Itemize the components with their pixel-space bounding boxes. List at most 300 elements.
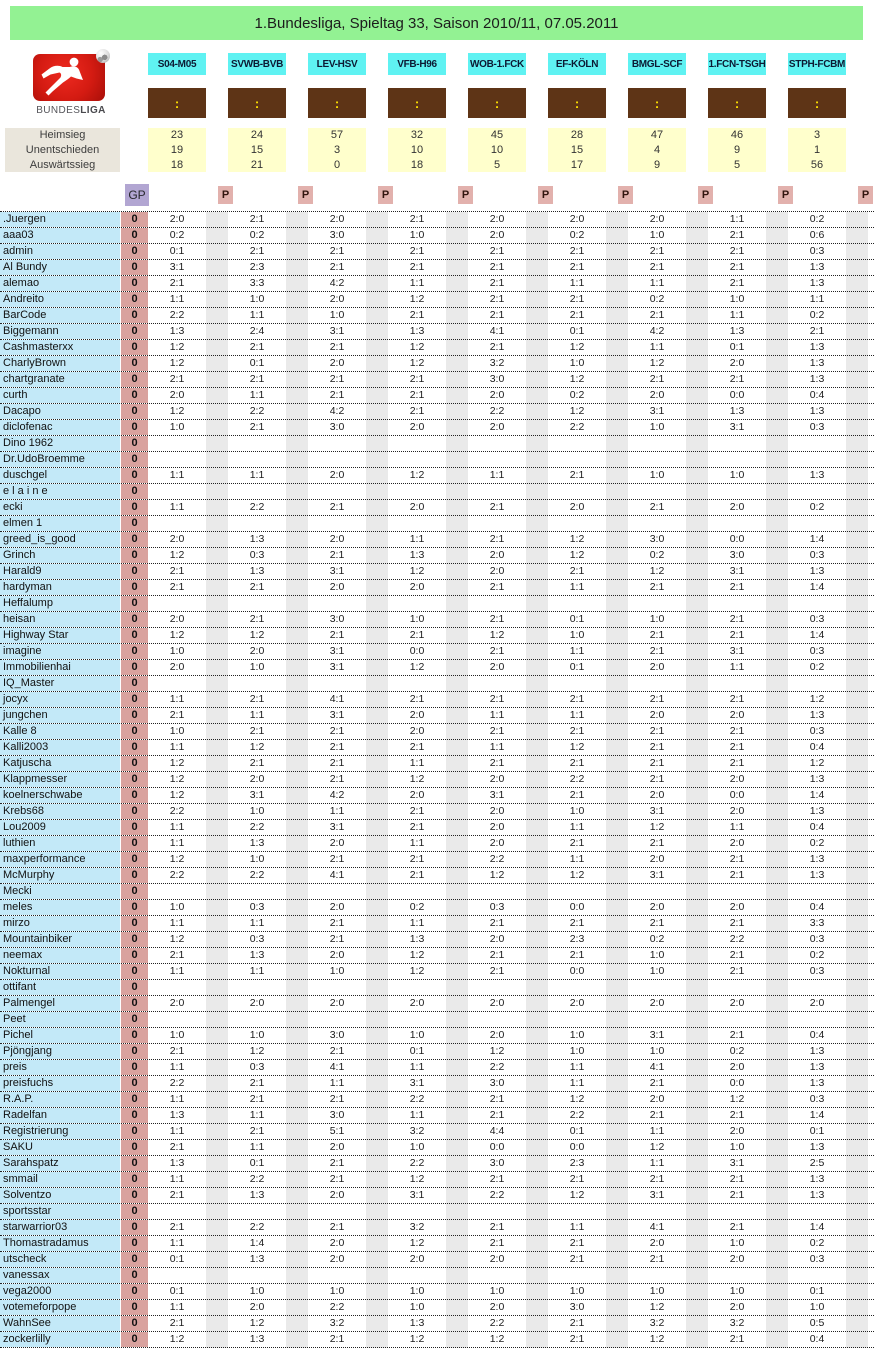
username-cell: Sarahspatz (0, 1156, 120, 1171)
table-row (0, 356, 874, 372)
tip-cell: 0:3 (809, 645, 825, 657)
table-row (0, 404, 874, 420)
gp-cell: 0 (121, 468, 148, 483)
table-row (0, 1236, 874, 1252)
tip-cell: 0:0 (729, 1077, 745, 1089)
tip-cell: 1:1 (249, 469, 265, 481)
tip-cell: 2:0 (489, 389, 505, 401)
tip-cell: 2:1 (649, 1077, 665, 1089)
tip-cell (388, 452, 446, 467)
tip-cell: 2:1 (729, 741, 745, 753)
tip-cell: 3:0 (489, 1077, 505, 1089)
tip-cell: 1:0 (409, 229, 425, 241)
tip-cell: 1:3 (809, 1141, 825, 1153)
tip-cell: 0:2 (809, 309, 825, 321)
username-cell: koelnerschwabe (0, 788, 120, 803)
p-button[interactable]: P (458, 186, 473, 204)
tip-cell: 2:1 (649, 581, 665, 593)
tip-cell: 1:0 (729, 293, 745, 305)
tip-cell: 3:1 (169, 261, 185, 273)
stat-value-unentschieden: 19 (170, 143, 184, 156)
tip-cell (468, 884, 526, 899)
table-row (0, 420, 874, 436)
tip-cell: 2:1 (569, 789, 585, 801)
gp-cell: 0 (121, 292, 148, 307)
match-label: WOB-1.FCK (470, 58, 524, 70)
tip-cell: 2:1 (649, 245, 665, 257)
tip-cell (228, 436, 286, 451)
tip-cell: 2:1 (729, 693, 745, 705)
tip-cell: 2:1 (409, 693, 425, 705)
tip-cell (308, 884, 366, 899)
score-input[interactable]: : (228, 88, 286, 118)
p-button[interactable]: P (618, 186, 633, 204)
username-cell: Harald9 (0, 564, 120, 579)
tip-cell: 2:1 (329, 549, 345, 561)
username-cell: Andreito (0, 292, 120, 307)
username-cell: duschgel (0, 468, 120, 483)
gp-cell: 0 (121, 660, 148, 675)
tip-cell (548, 596, 606, 611)
tip-cell: 2:1 (649, 501, 665, 513)
tip-cell: 2:0 (249, 773, 265, 785)
table-row (0, 1156, 874, 1172)
tip-cell: 2:0 (249, 645, 265, 657)
gp-cell: 0 (121, 548, 148, 563)
tip-cell: 0:2 (409, 901, 425, 913)
tip-cell (308, 516, 366, 531)
gp-cell: 0 (121, 628, 148, 643)
tip-cell (148, 1268, 206, 1283)
p-button[interactable]: P (698, 186, 713, 204)
tip-cell: 2:1 (169, 565, 185, 577)
tip-cell: 1:2 (409, 949, 425, 961)
tip-cell: 1:3 (169, 1157, 185, 1169)
score-input[interactable]: : (468, 88, 526, 118)
tip-cell: 1:3 (809, 357, 825, 369)
stat-value-unentschieden: 15 (250, 143, 264, 156)
gp-cell: 0 (121, 1092, 148, 1107)
username-cell: vega2000 (0, 1284, 120, 1299)
tip-cell: 1:2 (249, 1045, 265, 1057)
table-row (0, 1316, 874, 1332)
tip-cell: 2:1 (729, 1333, 745, 1345)
tip-cell: 1:2 (409, 1333, 425, 1345)
tip-cell: 2:1 (489, 341, 505, 353)
tip-cell (548, 516, 606, 531)
tip-cell (708, 484, 766, 499)
tip-cell: 2:1 (329, 341, 345, 353)
username-cell: meles (0, 900, 120, 915)
tip-cell: 2:1 (249, 581, 265, 593)
tip-cell: 1:2 (409, 293, 425, 305)
tip-cell: 1:1 (169, 1237, 185, 1249)
tip-cell: 2:2 (169, 309, 185, 321)
tip-cell: 4:1 (329, 1061, 345, 1073)
tip-cell: 2:1 (649, 1253, 665, 1265)
tip-cell: 1:3 (809, 469, 825, 481)
match-label: EF-KÖLN (555, 58, 599, 70)
tip-cell (468, 516, 526, 531)
tip-cell (148, 980, 206, 995)
tip-cell (788, 436, 846, 451)
tip-cell: 0:2 (649, 549, 665, 561)
tip-cell: 2:1 (569, 693, 585, 705)
tip-cell (468, 980, 526, 995)
tip-cell: 2:1 (489, 1221, 505, 1233)
score-input[interactable]: : (708, 88, 766, 118)
tip-cell: 2:0 (169, 661, 185, 673)
tip-cell: 1:0 (809, 1301, 825, 1313)
gp-cell: 0 (121, 388, 148, 403)
tip-cell: 2:0 (169, 613, 185, 625)
table-row (0, 756, 874, 772)
tip-cell: 2:1 (409, 629, 425, 641)
username-cell: diclofenac (0, 420, 120, 435)
score-input[interactable]: : (148, 88, 206, 118)
username-cell: jocyx (0, 692, 120, 707)
tip-cell: 2:2 (169, 869, 185, 881)
username-cell: Highway Star (0, 628, 120, 643)
tip-cell: 1:2 (409, 1237, 425, 1249)
username-cell: Immobilienhai (0, 660, 120, 675)
table-row (0, 228, 874, 244)
username-cell: Grinch (0, 548, 120, 563)
stat-value-heimsieg: 45 (490, 129, 504, 142)
tip-cell: 2:0 (649, 853, 665, 865)
username-cell: Registrierung (0, 1124, 120, 1139)
table-row (0, 724, 874, 740)
username-cell: Al Bundy (0, 260, 120, 275)
tip-cell: 1:4 (809, 533, 825, 545)
username-cell: Katjuscha (0, 756, 120, 771)
tip-cell: 2:1 (169, 1221, 185, 1233)
tip-cell: 1:1 (169, 693, 185, 705)
gp-cell: 0 (121, 276, 148, 291)
p-button[interactable]: P (778, 186, 793, 204)
username-cell: WahnSee (0, 1316, 120, 1331)
tip-cell: 2:1 (169, 581, 185, 593)
table-row (0, 708, 874, 724)
tip-cell: 2:1 (489, 917, 505, 929)
tip-cell: 0:3 (809, 1093, 825, 1105)
tip-cell: 1:2 (569, 341, 585, 353)
gp-cell: 0 (121, 340, 148, 355)
tip-cell: 2:1 (569, 1237, 585, 1249)
tip-cell: 2:1 (249, 613, 265, 625)
tip-cell: 0:1 (569, 325, 585, 337)
tip-cell: 2:1 (569, 469, 585, 481)
tip-cell: 0:2 (649, 933, 665, 945)
gp-cell: 0 (121, 1108, 148, 1123)
tip-cell (708, 596, 766, 611)
table-row (0, 996, 874, 1012)
tip-cell: 0:1 (249, 357, 265, 369)
table-row (0, 900, 874, 916)
stat-label-heimsieg: Heimsieg (39, 129, 86, 142)
tip-cell (628, 596, 686, 611)
score-input[interactable]: : (788, 88, 846, 118)
tip-cell: 2:1 (569, 293, 585, 305)
page-title: 1.Bundesliga, Spieltag 33, Saison 2010/11, 07.05.2011 (10, 6, 863, 40)
tip-cell: 2:1 (489, 501, 505, 513)
gp-cell: 0 (121, 228, 148, 243)
tip-cell: 2:0 (489, 837, 505, 849)
tip-cell: 2:2 (489, 405, 505, 417)
tip-cell: 1:2 (649, 565, 665, 577)
tip-cell: 1:0 (649, 229, 665, 241)
tip-cell (228, 1012, 286, 1027)
username-cell: votemeforpope (0, 1300, 120, 1315)
tip-cell: 2:1 (729, 373, 745, 385)
tip-cell: 2:0 (569, 501, 585, 513)
tip-cell: 2:1 (329, 389, 345, 401)
tip-cell: 3:1 (649, 1029, 665, 1041)
tip-cell: 2:0 (729, 997, 745, 1009)
table-row (0, 1092, 874, 1108)
tip-cell: 2:0 (809, 997, 825, 1009)
match-stats (708, 128, 766, 172)
tip-cell: 1:3 (809, 341, 825, 353)
table-row (0, 1252, 874, 1268)
tip-cell: 1:2 (169, 405, 185, 417)
table-row (0, 980, 874, 996)
tip-cell: 1:0 (329, 309, 345, 321)
tip-cell: 2:0 (569, 213, 585, 225)
table-row (0, 948, 874, 964)
match-stats (228, 128, 286, 172)
tip-cell: 2:1 (169, 373, 185, 385)
tip-cell: 2:2 (249, 1173, 265, 1185)
tip-cell (548, 484, 606, 499)
tip-cell: 0:2 (169, 229, 185, 241)
tip-cell: 2:0 (409, 709, 425, 721)
tip-cell: 2:2 (169, 805, 185, 817)
score-input[interactable]: : (628, 88, 686, 118)
tip-cell: 0:3 (809, 965, 825, 977)
username-cell: smmail (0, 1172, 120, 1187)
match-label: LEV-HSV (316, 58, 358, 70)
stat-value-unentschieden: 15 (570, 143, 584, 156)
tip-cell: 2:1 (569, 565, 585, 577)
tip-cell: 2:1 (489, 965, 505, 977)
tip-cell: 2:0 (649, 789, 665, 801)
username-cell: maxperformance (0, 852, 120, 867)
tip-cell: 1:3 (729, 325, 745, 337)
tip-cell: 2:0 (329, 357, 345, 369)
score-input[interactable]: : (388, 88, 446, 118)
tip-cell: 3:2 (729, 1317, 745, 1329)
score-input[interactable]: : (308, 88, 366, 118)
tip-cell: 0:1 (569, 1125, 585, 1137)
tip-cell: 2:1 (329, 725, 345, 737)
tip-cell: 2:0 (649, 389, 665, 401)
username-cell: Solventzo (0, 1188, 120, 1203)
gp-cell: 0 (121, 1316, 148, 1331)
match-stats (628, 128, 686, 172)
tip-cell: 2:0 (169, 389, 185, 401)
username-cell: elmen 1 (0, 516, 120, 531)
table-row (0, 1332, 874, 1348)
tip-cell: 1:3 (249, 533, 265, 545)
tip-cell: 1:2 (409, 661, 425, 673)
tip-cell: 3:2 (329, 1317, 345, 1329)
tip-cell: 0:0 (569, 965, 585, 977)
gp-cell: 0 (121, 676, 148, 691)
tip-cell: 3:2 (409, 1221, 425, 1233)
tip-cell: 2:0 (729, 837, 745, 849)
tip-cell: 2:1 (649, 725, 665, 737)
tip-cell (388, 676, 446, 691)
tip-cell: 1:1 (809, 293, 825, 305)
tip-cell: 2:1 (569, 917, 585, 929)
gp-cell: 0 (121, 1268, 148, 1283)
tip-cell: 1:4 (809, 1109, 825, 1121)
username-cell: Lou2009 (0, 820, 120, 835)
tip-cell (148, 884, 206, 899)
tip-cell: 1:1 (249, 965, 265, 977)
p-button[interactable]: P (298, 186, 313, 204)
tip-cell: 0:1 (809, 1125, 825, 1137)
tip-cell: 1:1 (649, 341, 665, 353)
tip-cell: 1:1 (169, 469, 185, 481)
p-button[interactable]: P (218, 186, 233, 204)
table-row (0, 484, 874, 500)
tip-cell: 1:0 (649, 949, 665, 961)
tip-cell: 1:1 (169, 837, 185, 849)
tip-cell (388, 516, 446, 531)
tip-cell: 2:1 (649, 1173, 665, 1185)
stat-value-auswaertssieg: 18 (410, 158, 424, 171)
tip-cell (548, 1268, 606, 1283)
tip-cell: 2:0 (729, 501, 745, 513)
p-button[interactable]: P (858, 186, 873, 204)
tip-cell: 2:0 (649, 901, 665, 913)
tip-cell: 2:1 (329, 741, 345, 753)
tip-cell: 2:0 (649, 997, 665, 1009)
gp-cell: 0 (121, 1076, 148, 1091)
tip-cell: 1:4 (809, 1221, 825, 1233)
tip-cell: 2:1 (329, 917, 345, 929)
tip-cell: 2:1 (649, 757, 665, 769)
username-cell: e l a i n e (0, 484, 120, 499)
tip-cell: 2:1 (649, 773, 665, 785)
tip-cell: 1:0 (409, 1285, 425, 1297)
tip-cell: 0:1 (809, 1285, 825, 1297)
tip-cell: 1:0 (409, 1141, 425, 1153)
stat-value-auswaertssieg: 56 (810, 158, 824, 171)
table-row (0, 244, 874, 260)
tip-cell: 1:2 (489, 1045, 505, 1057)
match-label: S04-M05 (157, 58, 197, 70)
table-row (0, 564, 874, 580)
tip-cell: 1:1 (569, 1221, 585, 1233)
tip-cell (468, 676, 526, 691)
tip-cell: 2:2 (249, 405, 265, 417)
gp-cell: 0 (121, 1124, 148, 1139)
tip-cell: 1:1 (329, 805, 345, 817)
table-row (0, 548, 874, 564)
tip-cell (468, 452, 526, 467)
score-input[interactable]: : (548, 88, 606, 118)
tip-cell: 0:3 (809, 933, 825, 945)
tip-cell: 0:2 (569, 389, 585, 401)
username-cell: BarCode (0, 308, 120, 323)
stat-value-auswaertssieg: 0 (333, 158, 341, 171)
table-row (0, 1204, 874, 1220)
tip-cell: 1:2 (489, 1333, 505, 1345)
tip-cell: 1:1 (409, 1061, 425, 1073)
logo-brand-regular: BUNDES (36, 105, 81, 116)
tip-cell: 4:1 (489, 325, 505, 337)
table-row (0, 1012, 874, 1028)
tip-cell: 1:1 (169, 741, 185, 753)
tip-cell: 2:0 (729, 901, 745, 913)
tip-cell (388, 1204, 446, 1219)
bundesliga-logo-text (33, 105, 109, 116)
gp-cell: 0 (121, 756, 148, 771)
username-cell: Peet (0, 1012, 120, 1027)
tip-cell: 1:0 (569, 1045, 585, 1057)
username-cell: ecki (0, 500, 120, 515)
gp-cell: 0 (121, 516, 148, 531)
tip-cell: 1:0 (249, 1029, 265, 1041)
tip-cell: 4:1 (329, 869, 345, 881)
p-button[interactable]: P (538, 186, 553, 204)
tip-cell: 0:2 (809, 837, 825, 849)
gp-column-button[interactable]: GP (125, 184, 149, 206)
tip-cell: 2:0 (329, 469, 345, 481)
tip-cell: 2:1 (489, 949, 505, 961)
tip-cell: 2:1 (249, 1077, 265, 1089)
table-row (0, 340, 874, 356)
gp-cell: 0 (121, 916, 148, 931)
tip-cell: 1:0 (649, 613, 665, 625)
stat-value-heimsieg: 3 (813, 129, 821, 142)
tip-cell (628, 884, 686, 899)
table-row (0, 516, 874, 532)
tip-cell: 2:1 (329, 261, 345, 273)
tip-cell: 2:0 (729, 805, 745, 817)
tip-cell: 3:1 (329, 565, 345, 577)
table-row (0, 628, 874, 644)
tip-cell (788, 1012, 846, 1027)
tip-cell: 1:4 (249, 1237, 265, 1249)
tip-cell (148, 516, 206, 531)
tip-cell: 1:3 (809, 1061, 825, 1073)
tip-cell: 0:3 (249, 1061, 265, 1073)
tip-cell (548, 884, 606, 899)
tip-cell: 1:0 (649, 421, 665, 433)
tip-cell: 2:1 (649, 629, 665, 641)
tip-cell: 1:1 (569, 1077, 585, 1089)
tip-cell: 2:3 (569, 933, 585, 945)
p-button[interactable]: P (378, 186, 393, 204)
tip-cell: 0:1 (169, 1285, 185, 1297)
tip-cell: 2:0 (329, 901, 345, 913)
tip-cell: 2:0 (329, 997, 345, 1009)
tip-cell: 3:0 (569, 1301, 585, 1313)
username-cell: Dacapo (0, 404, 120, 419)
tip-cell: 1:3 (249, 1253, 265, 1265)
tip-cell: 2:1 (489, 581, 505, 593)
tip-cell: 1:1 (249, 389, 265, 401)
tip-cell: 2:3 (249, 261, 265, 273)
tip-cell: 2:0 (329, 1189, 345, 1201)
tip-cell: 1:3 (409, 325, 425, 337)
username-cell: alemao (0, 276, 120, 291)
table-row (0, 692, 874, 708)
